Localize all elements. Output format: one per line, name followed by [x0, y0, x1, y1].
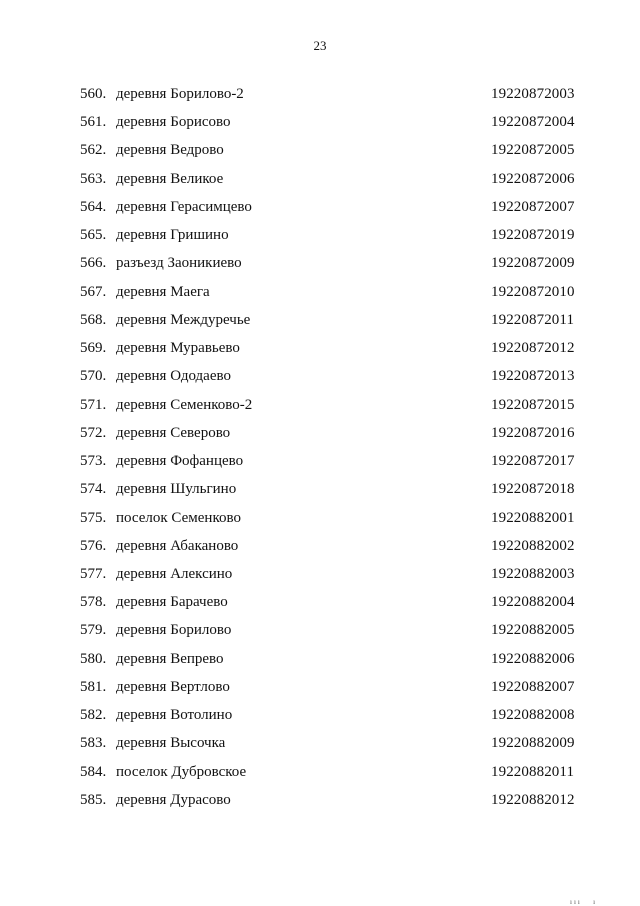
settlement-name: поселок Дубровское	[116, 763, 247, 780]
settlement-name: деревня Высочка	[116, 735, 226, 752]
list-row	[0, 112, 640, 140]
row-number: 576.	[80, 537, 107, 554]
row-number: 582.	[80, 707, 107, 724]
settlement-name: деревня Муравьево	[116, 340, 240, 357]
oktmo-code: 19220872018	[491, 481, 575, 498]
oktmo-code: 19220872013	[491, 368, 575, 385]
oktmo-code: 19220882007	[491, 678, 575, 695]
oktmo-code: 19220882006	[491, 650, 575, 667]
row-number: 583.	[80, 735, 107, 752]
list-row	[0, 395, 640, 423]
oktmo-code: 19220882002	[491, 537, 575, 554]
settlement-name: деревня Абаканово	[116, 537, 239, 554]
row-number: 579.	[80, 622, 107, 639]
list-row	[0, 564, 640, 592]
list-row	[0, 366, 640, 394]
oktmo-code: 19220872015	[491, 396, 575, 413]
oktmo-code: 19220882012	[491, 791, 575, 808]
settlement-name: деревня Великое	[116, 170, 224, 187]
oktmo-code: 19220882009	[491, 735, 575, 752]
oktmo-code: 19220872006	[491, 170, 575, 187]
row-number: 575.	[80, 509, 107, 526]
row-number: 561.	[80, 114, 107, 131]
row-number: 578.	[80, 594, 107, 611]
settlement-name: деревня Вертлово	[116, 678, 230, 695]
oktmo-code: 19220882008	[491, 707, 575, 724]
list-row	[0, 338, 640, 366]
settlement-name: деревня Алексино	[116, 565, 233, 582]
row-number: 581.	[80, 678, 107, 695]
row-number: 574.	[80, 481, 107, 498]
oktmo-code: 19220872016	[491, 424, 575, 441]
oktmo-code: 19220872007	[491, 198, 575, 215]
row-number: 570.	[80, 368, 107, 385]
list-row	[0, 84, 640, 112]
list-row	[0, 508, 640, 536]
scan-artifact-marks: ııı ı	[570, 898, 598, 906]
oktmo-code: 19220882011	[491, 763, 575, 780]
row-number: 577.	[80, 565, 107, 582]
list-row	[0, 140, 640, 168]
settlement-name: деревня Шульгино	[116, 481, 237, 498]
oktmo-code: 19220882004	[491, 594, 575, 611]
list-row	[0, 705, 640, 733]
list-row	[0, 620, 640, 648]
oktmo-code: 19220872011	[491, 311, 575, 328]
settlement-name: деревня Северово	[116, 424, 231, 441]
oktmo-code: 19220872012	[491, 340, 575, 357]
row-number: 571.	[80, 396, 107, 413]
oktmo-code: 19220872010	[491, 283, 575, 300]
settlement-name: разъезд Заоникиево	[116, 255, 242, 272]
list-row	[0, 197, 640, 225]
settlement-name: деревня Борисово	[116, 114, 231, 131]
row-number: 565.	[80, 227, 107, 244]
settlement-name: деревня Борилово	[116, 622, 232, 639]
list-row	[0, 169, 640, 197]
list-row	[0, 310, 640, 338]
row-number: 572.	[80, 424, 107, 441]
row-number: 584.	[80, 763, 107, 780]
row-number: 562.	[80, 142, 107, 159]
page-number: 23	[313, 38, 327, 53]
list-row	[0, 225, 640, 253]
settlement-name: деревня Вепрево	[116, 650, 224, 667]
row-number: 585.	[80, 791, 107, 808]
settlement-name: деревня Барачево	[116, 594, 228, 611]
list-row	[0, 733, 640, 761]
settlement-name: деревня Гришино	[116, 227, 229, 244]
list-row	[0, 479, 640, 507]
list-row	[0, 592, 640, 620]
settlement-name: деревня Герасимцево	[116, 198, 252, 215]
list-row	[0, 790, 640, 818]
oktmo-code: 19220882003	[491, 565, 575, 582]
oktmo-code: 19220872019	[491, 227, 575, 244]
list-row	[0, 649, 640, 677]
row-number: 563.	[80, 170, 107, 187]
row-number: 560.	[80, 86, 107, 102]
list-row	[0, 536, 640, 564]
oktmo-code: 19220872017	[491, 453, 575, 470]
row-number: 566.	[80, 255, 107, 272]
row-number: 568.	[80, 311, 107, 328]
list-row	[0, 762, 640, 790]
list-row	[0, 677, 640, 705]
settlement-name: деревня Фофанцево	[116, 453, 244, 470]
settlement-name: деревня Междуречье	[116, 311, 251, 328]
settlement-name: деревня Дурасово	[116, 791, 231, 808]
oktmo-code: 19220882001	[491, 509, 575, 526]
row-number: 569.	[80, 340, 107, 357]
list-row	[0, 253, 640, 281]
settlement-name: поселок Семенково	[116, 509, 241, 526]
settlement-name: деревня Семенково-2	[116, 396, 253, 413]
settlement-name: деревня Маега	[116, 283, 210, 300]
settlement-name: деревня Ведрово	[116, 142, 224, 159]
row-number: 573.	[80, 453, 107, 470]
oktmo-code: 19220872009	[491, 255, 575, 272]
settlement-name: деревня Борилово-2	[116, 86, 244, 102]
oktmo-code: 19220872005	[491, 142, 575, 159]
settlement-name: деревня Вотолино	[116, 707, 233, 724]
row-number: 564.	[80, 198, 107, 215]
settlement-name: деревня Ододаево	[116, 368, 231, 385]
list-row	[0, 282, 640, 310]
list-row	[0, 451, 640, 479]
row-number: 580.	[80, 650, 107, 667]
oktmo-code: 19220872004	[491, 114, 575, 131]
oktmo-code: 19220872003	[491, 86, 575, 102]
oktmo-code: 19220882005	[491, 622, 575, 639]
list-row	[0, 423, 640, 451]
row-number: 567.	[80, 283, 107, 300]
settlement-list	[0, 84, 640, 818]
